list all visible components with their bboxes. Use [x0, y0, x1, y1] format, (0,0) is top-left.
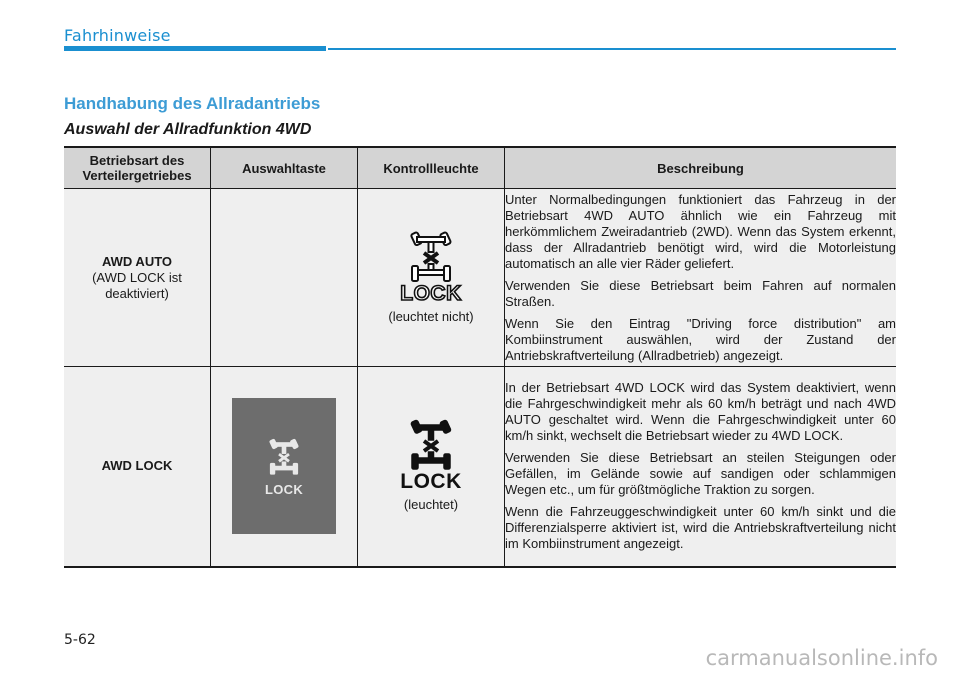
table-row	[64, 189, 896, 367]
description-cell	[505, 189, 897, 367]
mode-cell	[64, 367, 211, 567]
mode-note: (AWD LOCK ist deaktiviert)	[92, 269, 182, 301]
4wd-lock-indicator-solid-icon	[403, 419, 459, 471]
watermark: carmanualsonline.info	[705, 646, 938, 670]
mode-name: AWD LOCK	[101, 458, 173, 474]
4wd-lock-indicator-outline-icon	[403, 231, 459, 283]
column-header: Auswahltaste	[211, 147, 358, 189]
indicator-caption: (leuchtet)	[403, 497, 459, 513]
indicator-cell	[358, 189, 505, 367]
description-paragraph: Verwenden Sie diese Betriebsart an steilen Steigungen oder Gefällen, im Gelände sowie auf sandigen oder schlammigen Wegen etc., um für größtmögliche Traktion zu sorgen.	[505, 450, 896, 498]
awd-lock-button[interactable]	[232, 398, 336, 534]
header-rule-accent	[64, 46, 326, 51]
button-cell-empty	[211, 189, 358, 367]
mode-name: AWD AUTO	[101, 253, 173, 269]
description-paragraph: In der Betriebsart 4WD LOCK wird das System deaktiviert, wenn die Fahrgeschwindigkeit mehr als 60 km/h beträgt und nach 4WD AUTO geschaltet wird. Wenn die Fahrgeschwindigkeit unter 60 km/h sinkt, wechselt die Betriebsart wieder zu 4WD LOCK.	[505, 380, 896, 444]
description-paragraph: Wenn Sie den Eintrag "Driving force distribution" am Kombiinstrument auswählen, wird der Zustand der Antriebskraftverteilung (Allradbetrieb) angezeigt.	[505, 315, 896, 363]
4wd-lock-button-icon	[264, 434, 304, 480]
column-header: Kontrollleuchte	[358, 147, 505, 189]
description-paragraph: Unter Normalbedingungen funktioniert das Fahrzeug in der Betriebsart 4WD AUTO ähnlich wie ein Fahrzeug mit herkömmlichem Zweiradantrieb (2WD). Wenn das System erkennt, dass der Allradantrieb benötigt wird, wird die Motorleistung automatisch an alle vier Räder geliefert.	[505, 191, 896, 271]
section-label: Fahrhinweise	[64, 26, 171, 45]
page-heading: Handhabung des Allradantriebs	[64, 94, 321, 113]
column-header: Beschreibung	[505, 147, 897, 189]
indicator-lock-label: LOCK	[400, 470, 462, 494]
button-lock-label: LOCK	[264, 482, 304, 498]
description-cell	[505, 367, 897, 567]
page-subheading: Auswahl der Allradfunktion 4WD	[64, 121, 312, 138]
page-number: 5-62	[64, 632, 96, 648]
indicator-lock-label: LOCK	[400, 281, 462, 305]
table-header-row	[64, 147, 896, 189]
indicator-cell	[358, 367, 505, 567]
description-paragraph: Wenn die Fahrzeuggeschwindigkeit unter 60 km/h sinkt und die Differenzialsperre aktiviert ist, wird die Antriebskraftverteilung nicht im Kombiinstrument angezeigt.	[505, 504, 896, 552]
indicator-caption: (leuchtet nicht)	[388, 308, 474, 324]
header-rule	[328, 48, 896, 50]
button-cell	[211, 367, 358, 567]
awd-mode-table	[64, 146, 896, 568]
mode-cell	[64, 189, 211, 367]
column-header: Betriebsart des Verteilergetriebes	[64, 147, 211, 189]
description-paragraph: Verwenden Sie diese Betriebsart beim Fahren auf normalen Straßen.	[505, 277, 896, 309]
table-row	[64, 367, 896, 567]
